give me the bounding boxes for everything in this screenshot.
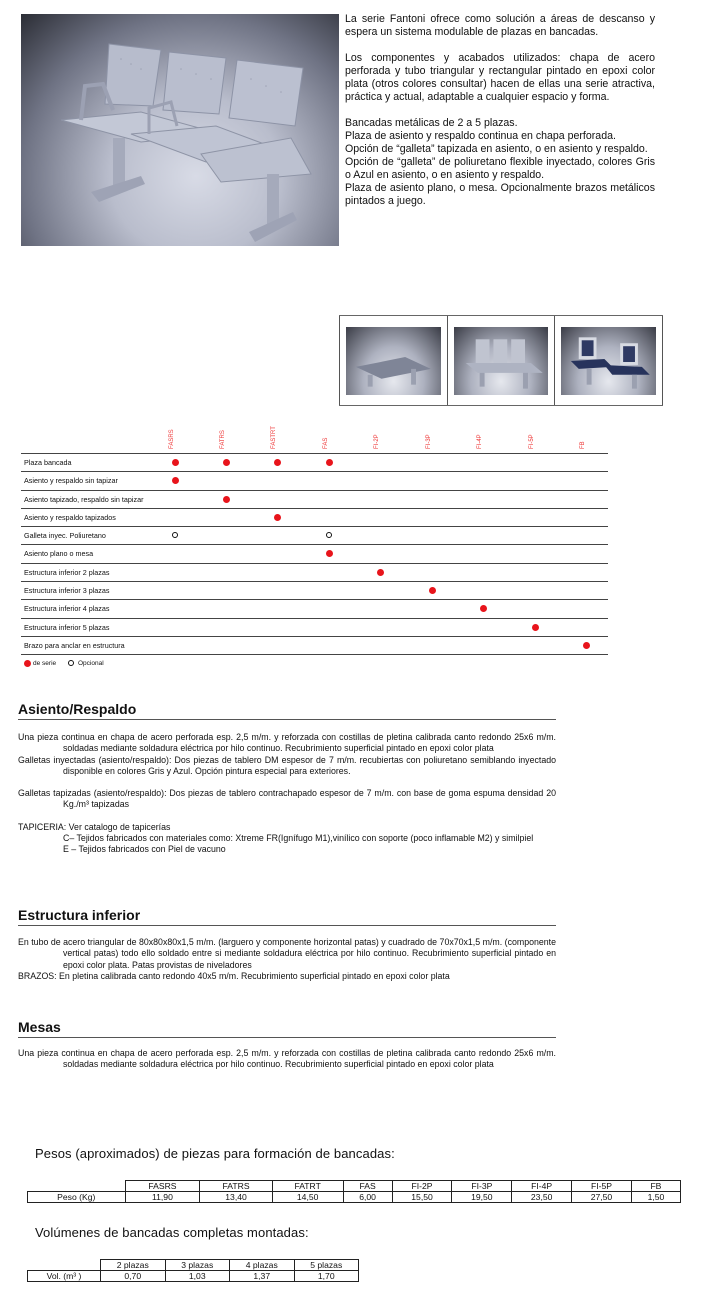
value-cell: 1,70 [294, 1271, 359, 1282]
column-header: 3 plazas [165, 1260, 230, 1271]
standard-dot-icon [172, 459, 179, 466]
column-code-fb [579, 419, 593, 449]
column-header: FAS [343, 1181, 392, 1192]
optional-circle-icon [68, 660, 74, 666]
value-cell: 6,00 [343, 1192, 392, 1203]
matrix-row-label: Estructura inferior 4 plazas [24, 604, 110, 614]
standard-dot-icon [223, 496, 230, 503]
weights-table [27, 1180, 681, 1203]
row-label: Peso (Kg) [28, 1192, 126, 1203]
column-code-fasrs [168, 419, 182, 449]
thumbnail-upholstered-bench [554, 316, 663, 405]
tapiceria-line: TAPICERIA: Ver catalogo de tapicerías [18, 821, 171, 832]
matrix-row [21, 545, 608, 563]
thumbnail-flat-bench [339, 316, 447, 405]
optional-circle-icon [172, 532, 178, 538]
column-code-fastrt [270, 419, 284, 449]
matrix-row [21, 582, 608, 600]
matrix-row [21, 472, 608, 490]
column-header: FI-2P [392, 1181, 452, 1192]
blank-header-cell [28, 1260, 101, 1271]
column-header: 2 plazas [101, 1260, 166, 1271]
standard-dot-icon [326, 459, 333, 466]
volumes-table [27, 1259, 359, 1282]
column-header: 5 plazas [294, 1260, 359, 1271]
value-cell: 0,70 [101, 1271, 166, 1282]
matrix-row-label: Asiento plano o mesa [24, 549, 94, 559]
matrix-row-label: Estructura inferior 2 plazas [24, 567, 110, 577]
thumbnail-strip [339, 315, 663, 406]
column-header: FATRT [272, 1181, 343, 1192]
weights-title: Pesos (aproximados) de piezas para formación de bancadas: [35, 1146, 395, 1161]
column-code-fas [322, 419, 336, 449]
feature-item: Plaza de asiento y respaldo continua en chapa perforada. [345, 130, 616, 142]
options-matrix [21, 420, 608, 671]
value-cell: 14,50 [272, 1192, 343, 1203]
galletas-inyectadas-paragraph: Galletas inyectadas (asiento/respaldo): Dos piezas de tablero DM espesor de 7 m/m. recubiertas con poliuretano semiblando inyectado disponible en colores Gris y Azul. Opción pintura especial para exteriores. [18, 754, 556, 776]
matrix-row [21, 454, 608, 472]
section-asiento-respaldo [18, 701, 556, 856]
column-code-fi-3p [425, 419, 439, 449]
feature-item: Plaza de asiento plano, o mesa. Opcionalmente brazos metálicos pintados a juego. [345, 182, 655, 207]
column-code-label: FB [580, 441, 586, 449]
hero-product-photo [21, 14, 339, 246]
value-cell: 15,50 [392, 1192, 452, 1203]
section-estructura-inferior [18, 907, 556, 982]
column-code-label: FAS [323, 437, 329, 449]
column-header: FI-4P [512, 1181, 572, 1192]
tapiceria-c: C– Tejidos fabricados con materiales como: Xtreme FR(Ignífugo M1),vinílico con soporte (poco inflamable M2) y similpiel [63, 833, 534, 844]
standard-dot-icon [326, 550, 333, 557]
column-code-label: FI-4P [477, 434, 483, 449]
matrix-row-label: Brazo para anclar en estructura [24, 640, 125, 650]
feature-item: Bancadas metálicas de 2 a 5 plazas. [345, 117, 518, 129]
standard-dot-icon [377, 569, 384, 576]
estructura-paragraph: En tubo de acero triangular de 80x80x80x1,5 m/m. (larguero y componente horizontal patas) y cuadrado de 70x70x1,5 m/m. (componente vertical patas) todo ello soldado entre si mediante soldadura eléctrica por hilo continuo. Recubrimiento superficial pintado en epoxi color plata. Patas provistas de niveladores [18, 937, 556, 970]
standard-dot-icon [480, 605, 487, 612]
column-code-label: FATRS [220, 430, 226, 449]
asiento-paragraph: Una pieza continua en chapa de acero perforada esp. 2,5 m/m. y reforzada con costillas de pletina calibrada canto redondo 25x6 m/m. soldadas mediante soldadura eléctrica por hilo continuo. Recubrimiento superficial pintado en epoxi color plata [18, 732, 556, 754]
intro-text [345, 13, 655, 208]
value-cell: 1,37 [230, 1271, 295, 1282]
matrix-row [21, 491, 608, 509]
column-code-fi-4p [476, 419, 490, 449]
matrix-row-label: Estructura inferior 3 plazas [24, 586, 110, 596]
standard-dot-icon [24, 660, 31, 667]
intro-paragraph-1: La serie Fantoni ofrece como solución a áreas de descanso y espera un sistema modulable de plazas en bancadas. [345, 13, 655, 38]
standard-dot-icon [274, 459, 281, 466]
matrix-row [21, 619, 608, 637]
column-header: FATRS [200, 1181, 272, 1192]
row-label: Vol. (m³ ) [28, 1271, 101, 1282]
upholstered-bench-photo [561, 327, 656, 395]
mesas-paragraph: Una pieza continua en chapa de acero perforada esp. 2,5 m/m. y reforzada con costillas de pletina calibrada canto redondo 25x6 m/m. soldadas mediante soldadura eléctrica por hilo continuo. Recubrimiento superficial pintado en epoxi color plata [18, 1048, 556, 1070]
column-header: FASRS [125, 1181, 200, 1192]
column-code-fatrs [219, 419, 233, 449]
matrix-legend [21, 655, 608, 671]
flat-bench-photo [346, 327, 441, 395]
value-cell: 13,40 [200, 1192, 272, 1203]
matrix-row [21, 564, 608, 582]
legend-standard-label: de serie [33, 660, 57, 668]
optional-circle-icon [326, 532, 332, 538]
value-cell: 1,50 [631, 1192, 680, 1203]
feature-list [345, 117, 655, 208]
section-title: Estructura inferior [18, 907, 556, 926]
thumbnail-three-seat-bench [447, 316, 555, 405]
column-code-label: FI-2P [374, 434, 380, 449]
galletas-tapizadas-paragraph: Galletas tapizadas (asiento/respaldo): Dos piezas de tablero contrachapado espesor de 7 m/m. con base de goma espuma densidad 20 Kg./m³ tapizadas [18, 788, 556, 810]
matrix-row-label: Asiento y respaldo tapizados [24, 512, 116, 522]
standard-dot-icon [429, 587, 436, 594]
column-header: FB [631, 1181, 680, 1192]
column-code-fi-5p [528, 419, 542, 449]
matrix-row-label: Galleta inyec. Poliuretano [24, 531, 106, 541]
matrix-row-label: Estructura inferior 5 plazas [24, 622, 110, 632]
standard-dot-icon [223, 459, 230, 466]
matrix-row [21, 527, 608, 545]
matrix-row-label: Asiento tapizado, respaldo sin tapizar [24, 494, 144, 504]
legend-optional-label: Opcional [78, 660, 104, 668]
matrix-row [21, 509, 608, 527]
standard-dot-icon [274, 514, 281, 521]
value-cell: 19,50 [452, 1192, 512, 1203]
feature-item: Opción de “galleta” tapizada en asiento, o en asiento y respaldo. [345, 143, 648, 155]
column-code-label: FI-3P [426, 434, 432, 449]
value-cell: 27,50 [572, 1192, 632, 1203]
standard-dot-icon [583, 642, 590, 649]
feature-item: Opción de “galleta” de poliuretano flexible inyectado, colores Gris o Azul en asiento, o en asiento y respaldo. [345, 156, 655, 181]
three-seat-bench-photo [454, 327, 549, 395]
section-mesas [18, 1019, 556, 1071]
matrix-row [21, 637, 608, 655]
value-cell: 23,50 [512, 1192, 572, 1203]
matrix-row-label: Asiento y respaldo sin tapizar [24, 476, 118, 486]
value-cell: 1,03 [165, 1271, 230, 1282]
matrix-row-label: Plaza bancada [24, 458, 72, 467]
tapiceria-e: E – Tejidos fabricados con Piel de vacuno [63, 844, 226, 855]
section-title: Asiento/Respaldo [18, 701, 556, 720]
value-cell: 11,90 [125, 1192, 200, 1203]
column-code-label: FASRS [169, 429, 175, 449]
column-code-label: FI-5P [529, 434, 535, 449]
column-code-label: FASTRT [271, 426, 277, 449]
section-title: Mesas [18, 1019, 556, 1038]
column-code-fi-2p [373, 419, 387, 449]
blank-header-cell [28, 1181, 126, 1192]
standard-dot-icon [532, 624, 539, 631]
volumes-title: Volúmenes de bancadas completas montadas: [35, 1225, 309, 1240]
bench-illustration [21, 14, 339, 246]
column-header: FI-3P [452, 1181, 512, 1192]
intro-paragraph-2: Los componentes y acabados utilizados: chapa de acero perforada y tubo triangular y rectangular pintado en epoxi color plata (otros colores consultar) hacen de ellas una serie atractiva, práctica y actual, adaptable a cualquier espacio y forma. [345, 52, 655, 103]
matrix-row [21, 600, 608, 618]
standard-dot-icon [172, 477, 179, 484]
brazos-paragraph: BRAZOS: En pletina calibrada canto redondo 40x5 m/m. Recubrimiento superficial pintado en epoxi color plata [18, 970, 450, 981]
matrix-header [21, 420, 608, 454]
column-header: 4 plazas [230, 1260, 295, 1271]
column-header: FI-5P [572, 1181, 632, 1192]
